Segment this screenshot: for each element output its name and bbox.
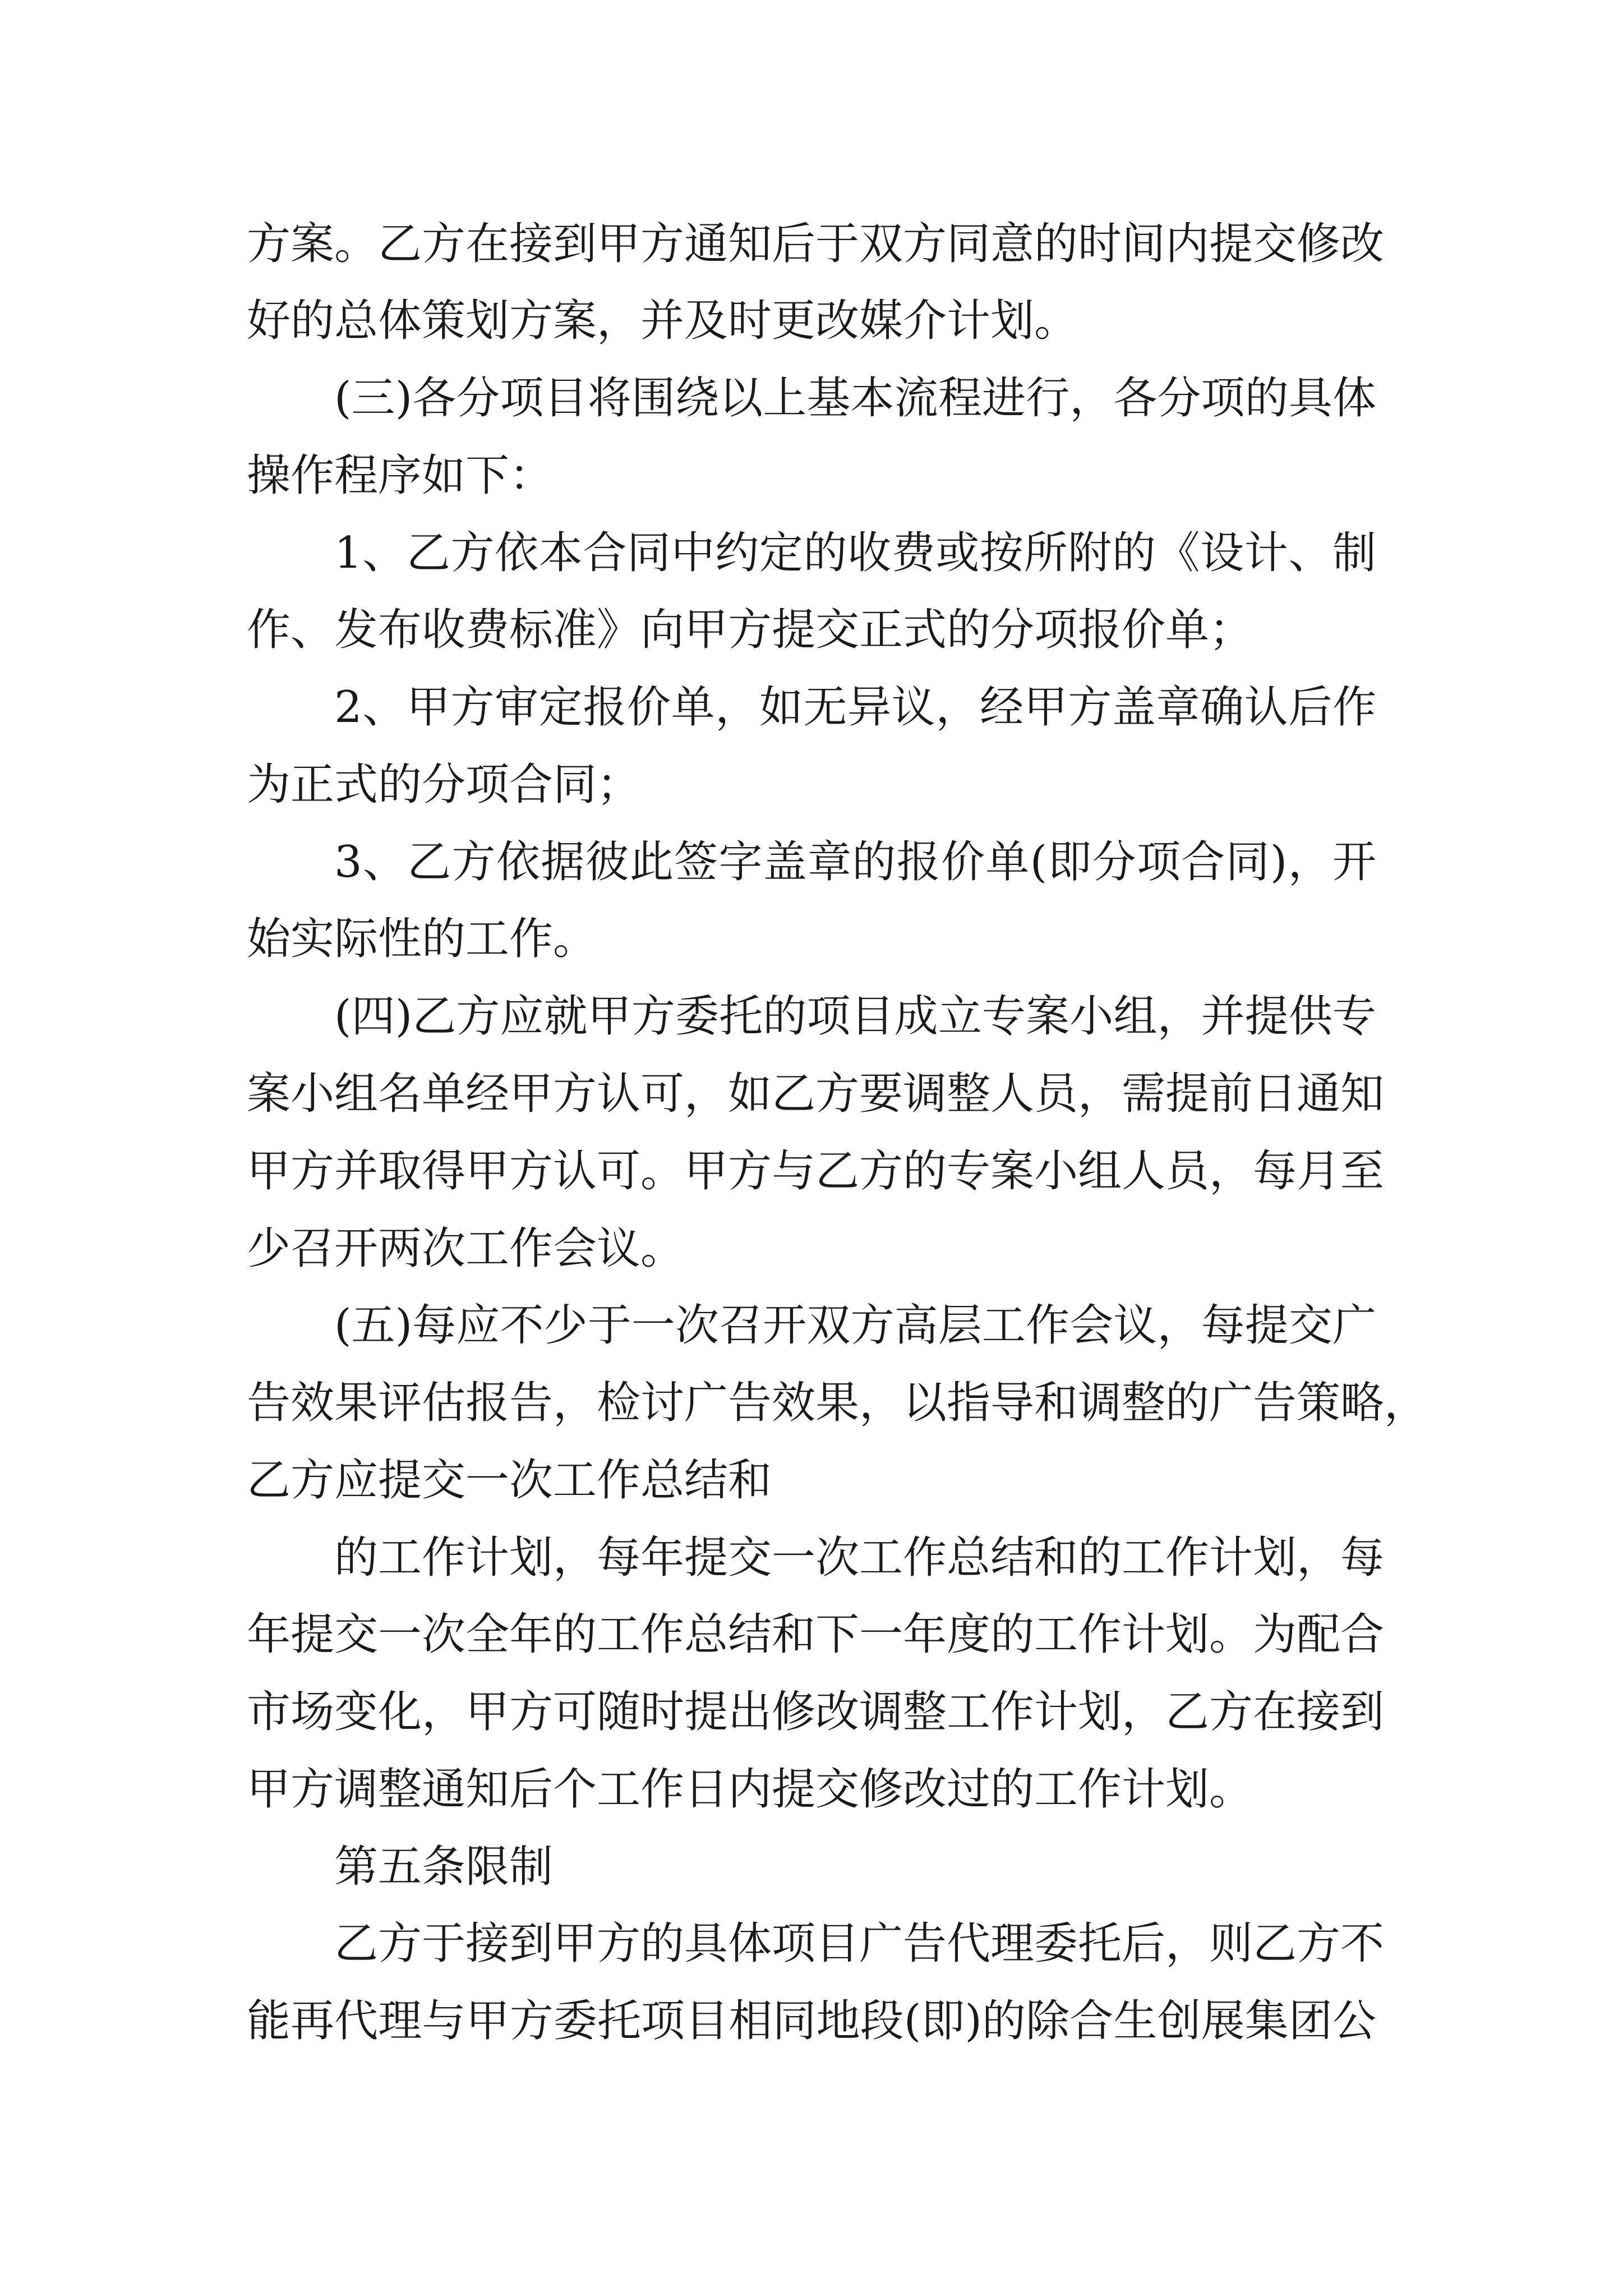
text-line: 案小组名单经甲方认可，如乙方要调整人员，需提前日通知 <box>247 1069 1385 1119</box>
text-line: 甲方调整通知后个工作日内提交修改过的工作计划。 <box>247 1764 1253 1815</box>
text-line: 乙方于接到甲方的具体项目广告代理委托后，则乙方不 <box>334 1918 1385 1969</box>
text-line: (五)每应不少于一次召开双方高层工作会议，每提交广 <box>334 1300 1376 1351</box>
text-line: 乙方应提交一次工作总结和 <box>247 1455 772 1506</box>
text-line: 年提交一次全年的工作总结和下一年度的工作计划。为配合 <box>247 1609 1385 1660</box>
text-line: 市场变化，甲方可随时提出修改调整工作计划，乙方在接到 <box>247 1687 1385 1737</box>
text-line: 少召开两次工作会议。 <box>247 1223 685 1274</box>
text-line: 作、发布收费标准》向甲方提交正式的分项报价单； <box>247 605 1253 655</box>
text-line: 方案。乙方在接到甲方通知后于双方同意的时间内提交修改 <box>247 219 1385 269</box>
text-line: 始实际性的工作。 <box>247 914 597 964</box>
text-line: 2、甲方审定报价单，如无异议，经甲方盖章确认后作 <box>334 682 1376 733</box>
text-line: 3、乙方依据彼此签字盖章的报价单(即分项合同)，开 <box>334 837 1376 887</box>
text-line: 好的总体策划方案，并及时更改媒介计划。 <box>247 296 1078 346</box>
text-line: 操作程序如下： <box>247 450 554 501</box>
text-line: 的工作计划，每年提交一次工作总结和的工作计划，每 <box>334 1533 1385 1583</box>
text-line: 能再代理与甲方委托项目相同地段(即)的除合生创展集团公 <box>247 1996 1376 2046</box>
text-line: 1、乙方依本合同中约定的收费或按所附的《设计、制 <box>334 528 1376 578</box>
text-line: (四)乙方应就甲方委托的项目成立专案小组，并提供专 <box>334 991 1376 1042</box>
text-line: 甲方并取得甲方认可。甲方与乙方的专案小组人员，每月至 <box>247 1146 1385 1197</box>
text-line: (三)各分项目将围绕以上基本流程进行，各分项的具体 <box>334 373 1376 424</box>
text-line: 为正式的分项合同； <box>247 760 641 810</box>
text-line: 告效果评估报告，检讨广告效果，以指导和调整的广告策略， <box>247 1378 1428 1428</box>
section-heading: 第五条限制 <box>334 1842 554 1892</box>
